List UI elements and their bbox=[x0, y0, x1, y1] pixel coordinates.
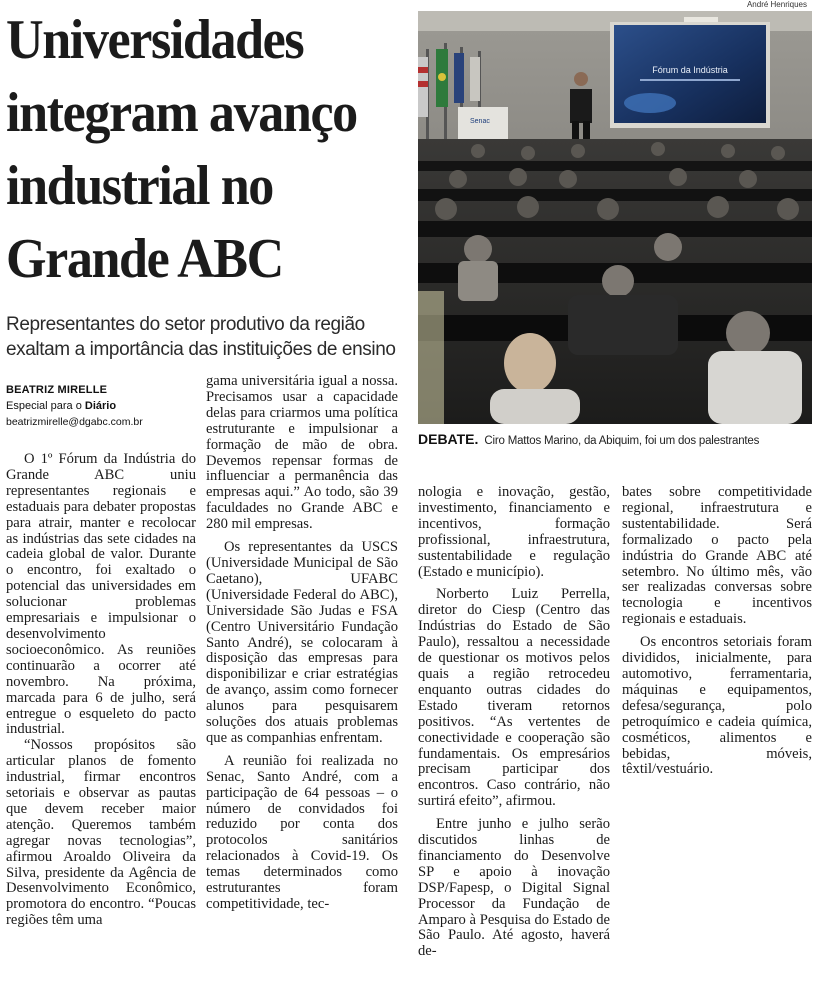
author-email[interactable]: beatrizmirelle@dgabc.com.br bbox=[6, 416, 143, 428]
newspaper-name: Diário bbox=[84, 400, 117, 412]
headline-line: Grande ABC bbox=[6, 228, 283, 290]
paragraph: gama universitária igual a nossa. Precisamos usar a capacidade delas para criarmos uma política estruturante e impulsionar a formação de mão de obra. Devemos repensar formas de influenciar a permanência das empresas aqui.” Ao todo, são 39 faculdades no Grande ABC e 280 mil empresas. bbox=[206, 373, 398, 533]
headline-line: industrial no bbox=[6, 155, 273, 217]
paragraph: Entre junho e julho serão discutidos linhas de financiamento do Desenvolve SP e apoio à inovação DSP/Fapesp, o Digital Signal Processor da Fundação de Amparo à Pesquisa do Estado de São Paulo. Até agosto, haverá de- bbox=[418, 816, 610, 960]
article-column-3 bbox=[418, 485, 610, 960]
article-column-1 bbox=[6, 452, 196, 929]
caption-text: Ciro Mattos Marino, da Abiquim, foi um dos palestrantes bbox=[484, 435, 760, 447]
byline bbox=[6, 382, 196, 430]
paragraph: A reunião foi realizada no Senac, Santo André, com a participação de 64 pessoas – o número de convidados foi reduzido por conta dos protocolos sanitários relacionados à Covid-19. Os temas determinados como estruturantes foram competitividade, tec- bbox=[206, 752, 398, 912]
paragraph: Norberto Luiz Perrella, diretor do Ciesp (Centro das Indústrias do Estado de São Paulo), ressaltou a necessidade de questionar os motivos pelos quais a região retrocedeu enquanto outras cidades do Estado tiveram retornos positivos. “As vertentes de conectividade e cooperação são fundamentais. Os empresários precisam participar dos encontros. Caso contrário, não surtirá efeito”, afirmou. bbox=[418, 586, 610, 810]
subheadline-line: exaltam a importância das instituições de ensino bbox=[6, 339, 396, 360]
auditorium-illustration bbox=[418, 11, 812, 424]
event-photo bbox=[418, 11, 812, 424]
subheadline-line: Representantes do setor produtivo da região bbox=[6, 314, 365, 335]
author-role bbox=[6, 398, 196, 414]
podium-logo: Senac bbox=[470, 118, 490, 125]
author-role-prefix: Especial para o bbox=[6, 400, 82, 412]
paragraph: O 1º Fórum da Indústria do Grande ABC uniu representantes regionais e estaduais para debater propostas para atrair, manter e recolocar as indústrias das sete cidades na cadeia global de valor. Durante o encontro, foi exaltado o potencial das universidades em solucionar problemas empresariais e impulsionar o desenvolvimento socioeconômico. As reuniões continuarão a ocorrer até novembro. Na próxima, marcada para 6 de julho, será entregue o esqueleto do pacto industrial. bbox=[6, 451, 196, 738]
screen-title: Fórum da Indústria bbox=[652, 65, 728, 75]
paragraph: bates sobre competitividade regional, infraestrutura e sustentabilidade. Será formalizado o pacto pela indústria do Grande ABC até setembro. No último mês, vão ser realizadas conversas sobre tecnologia e incentivos regionais e estaduais. bbox=[622, 484, 812, 628]
paragraph: Os encontros setoriais foram divididos, inicialmente, para automotivo, ferramentaria, máquinas e equipamentos, defesa/segurança, polo petroquímico e cadeia química, cosméticos, alimentos e bebidas, móveis, têxtil/vestuário. bbox=[622, 634, 812, 778]
paragraph: “Nossos propósitos são articular planos de fomento industrial, firmar encontros setoriais e observar as pautas que devem receber maior atenção. Queremos também agregar novas tecnologias”, afirmou Aroaldo Oliveira da Silva, presidente da Agência de Desenvolvimento Econômico, promotora do encontro. “Poucas regiões têm uma bbox=[6, 737, 196, 929]
headline-line: Universidades bbox=[6, 9, 304, 71]
photo-caption bbox=[418, 431, 812, 447]
article-column-4 bbox=[622, 485, 812, 778]
headline-line: integram avanço bbox=[6, 82, 357, 144]
headline bbox=[6, 4, 383, 296]
photo-credit: André Henriques bbox=[746, 0, 807, 9]
author-name: BEATRIZ MIRELLE bbox=[6, 384, 108, 396]
article-column-2 bbox=[206, 374, 398, 913]
subheadline bbox=[6, 312, 406, 362]
paragraph: nologia e inovação, gestão, investimento, financiamento e incentivos, formação profissional, infraestrutura, sustentabilidade e regulação (Estado e município). bbox=[418, 484, 610, 580]
caption-label: DEBATE. bbox=[418, 431, 479, 447]
paragraph: Os representantes da USCS (Universidade Municipal de São Caetano), UFABC (Universidade Federal do ABC), Universidade São Judas e FSA (Centro Universitário Fundação Santo André), se colocaram à disposição das empresas para disponibilizar e criar estratégias de avanço, assim como fornecer alunos para pesquisarem soluções dos atuais problemas que as companhias enfrentam. bbox=[206, 539, 398, 746]
